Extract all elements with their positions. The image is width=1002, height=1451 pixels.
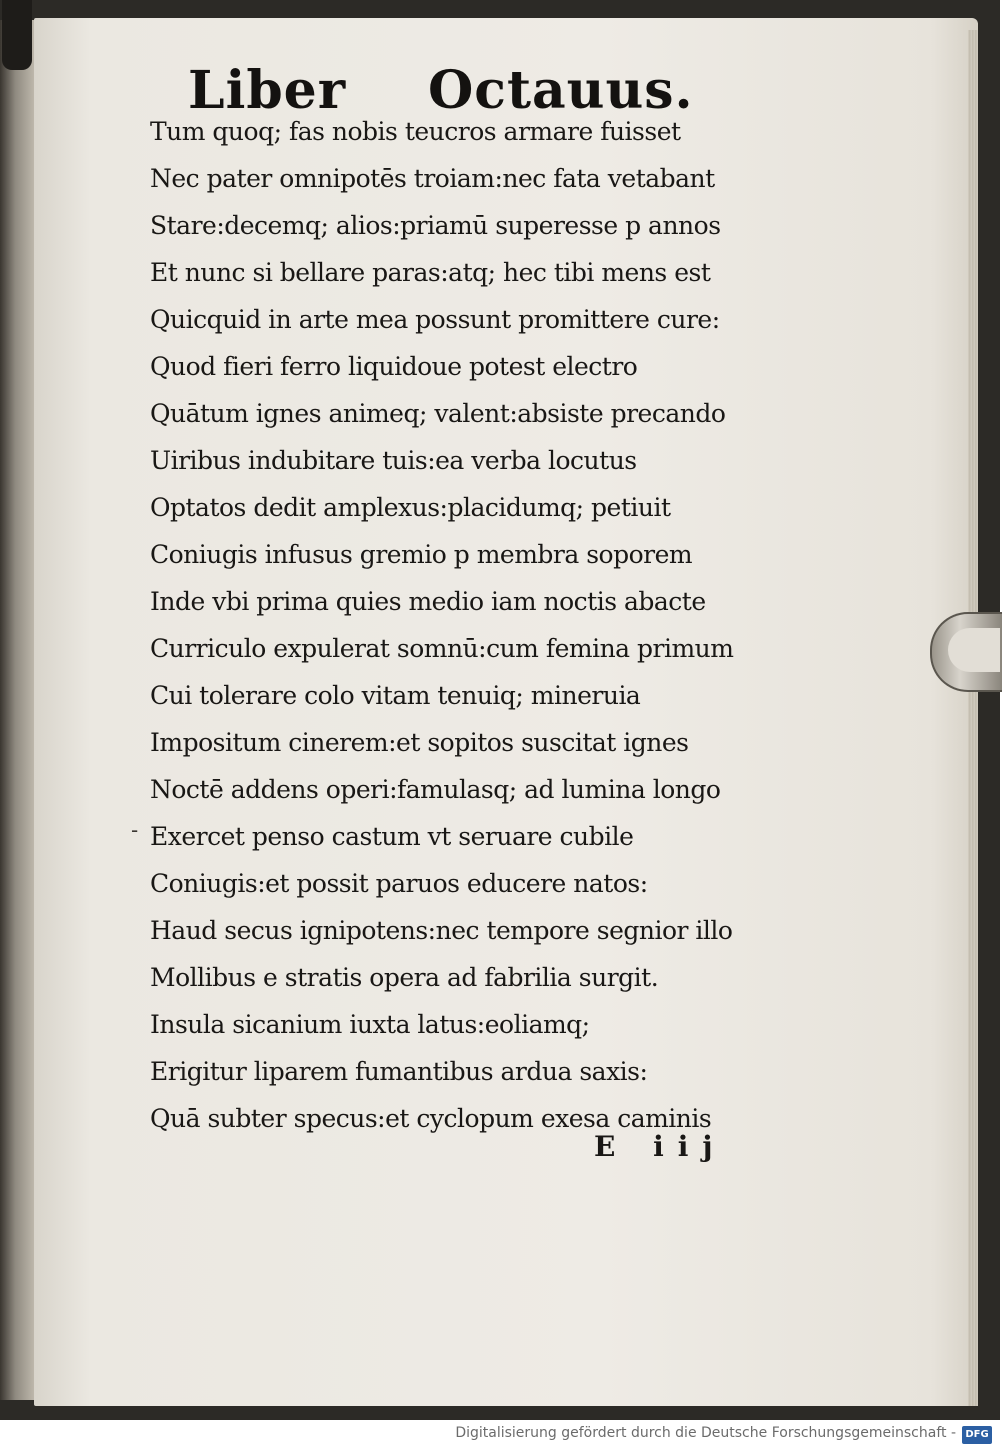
verse-line: Haud secus ignipotens:nec tempore segnior illo — [150, 916, 733, 945]
funding-notice: Digitalisierung gefördert durch die Deutsche Forschungsgemeinschaft - — [455, 1425, 956, 1441]
book-spine — [2, 0, 32, 70]
verse-line: Curriculo expulerat somnū:cum femina primum — [150, 634, 734, 663]
verse-line: Coniugis:et possit paruos educere natos: — [150, 869, 648, 898]
verse-line: Nec pater omnipotēs troiam:nec fata vetabant — [150, 164, 715, 193]
verse-line: Inde vbi prima quies medio iam noctis abacte — [150, 587, 706, 616]
verse-line: Insula sicanium iuxta latus:eoliamq; — [150, 1010, 590, 1039]
verse-line: Quod fieri ferro liquidoue potest electro — [150, 352, 638, 381]
dfg-logo: DFG — [962, 1426, 992, 1444]
margin-mark: - — [131, 818, 139, 842]
verse-line: Quā subter specus:et cyclopum exesa caminis — [150, 1104, 712, 1133]
verse-line: Et nunc si bellare paras:atq; hec tibi mens est — [150, 258, 711, 287]
verse-line: Noctē addens operi:famulasq; ad lumina longo — [150, 775, 721, 804]
verse-line: Stare:decemq; alios:priamū superesse p annos — [150, 211, 721, 240]
verse-line: Cui tolerare colo vitam tenuiq; mineruia — [150, 681, 641, 710]
page-edges — [968, 30, 978, 1406]
verse-line: Optatos dedit amplexus:placidumq; petiuit — [150, 493, 671, 522]
clasp-inner — [948, 628, 1000, 672]
verse-line: Erigitur liparem fumantibus ardua saxis: — [150, 1057, 648, 1086]
verse-line: Quicquid in arte mea possunt promittere cure: — [150, 305, 720, 334]
heading-word-octauus: Octauus. — [428, 60, 694, 121]
heading-word-liber: Liber — [188, 60, 347, 121]
verse-line: Tum quoq; fas nobis teucros armare fuisset — [150, 117, 681, 146]
verse-line: Impositum cinerem:et sopitos suscitat ignes — [150, 728, 689, 757]
verse-line: Quātum ignes animeq; valent:absiste precando — [150, 399, 726, 428]
verse-line: Mollibus e stratis opera ad fabrilia surgit. — [150, 963, 659, 992]
verse-lines — [150, 108, 734, 1142]
verse-line: Coniugis infusus gremio p membra soporem — [150, 540, 693, 569]
verse-line: Exercet penso castum vt seruare cubile — [150, 822, 634, 851]
signature-mark: E iij — [594, 1130, 727, 1163]
footer-bar — [0, 1420, 1000, 1451]
left-page-edge — [0, 20, 34, 1400]
verse-line: Uiribus indubitare tuis:ea verba locutus — [150, 446, 637, 475]
